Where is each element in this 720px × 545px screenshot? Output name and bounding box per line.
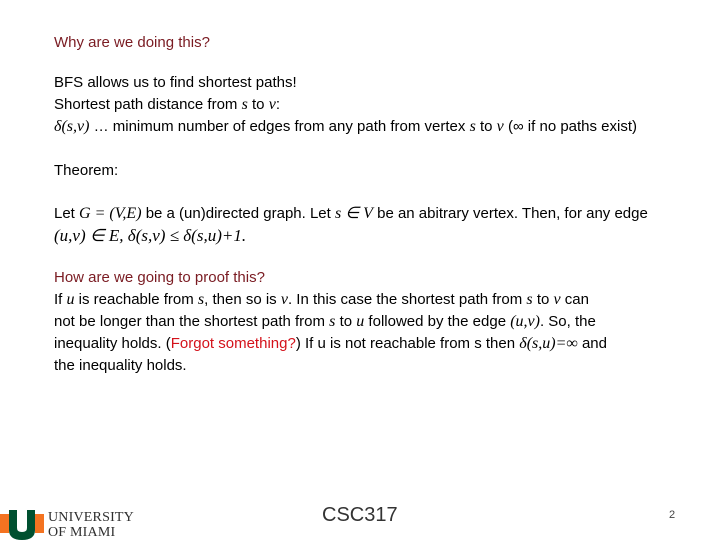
logo-line-2: OF MIAMI: [48, 525, 116, 540]
delta-symbol: δ: [54, 118, 62, 135]
course-code: CSC317: [322, 504, 398, 526]
delta-definition: δ(s,v) … minimum number of edges from any path from vertex s to v (∞ if no paths exist): [54, 118, 638, 135]
proof-question: How are we going to proof this?: [54, 269, 265, 286]
proof-line-1: If u is reachable from s, then so is v. In this case the shortest path from s to v can: [54, 291, 589, 308]
university-of-miami-logo: [0, 506, 160, 540]
bfs-statement: BFS allows us to find shortest paths!: [54, 74, 297, 91]
u-logo-icon: [0, 506, 44, 540]
formula-s-in-v: s ∈ V: [335, 205, 373, 222]
proof-line-3: inequality holds. (Forgot something?) If u is not reachable from s then δ(s,u)=∞ and: [54, 335, 607, 352]
graph-notation: G = (V,E): [79, 205, 142, 222]
theorem-inequality: (u,v) ∈ E, δ(s,v) ≤ δ(s,u)+1.: [54, 226, 247, 245]
theorem-line-1: Let G = (V,E) be a (un)directed graph. Let s ∈ V be an abitrary vertex. Then, for any edge: [54, 205, 648, 222]
theorem-line-2: [54, 227, 246, 246]
proof-line-4: the inequality holds.: [54, 357, 187, 374]
page-number: 2: [669, 509, 676, 521]
forgot-something-highlight: Forgot something?: [170, 335, 296, 352]
logo-line-1: UNIVERSITY: [48, 510, 134, 525]
proof-line-2: not be longer than the shortest path from s to u followed by the edge (u,v). So, the: [54, 313, 596, 330]
slide-heading: Why are we doing this?: [54, 34, 210, 51]
theorem-label: Theorem:: [54, 162, 119, 179]
shortest-path-definition: Shortest path distance from s to v:: [54, 96, 280, 113]
